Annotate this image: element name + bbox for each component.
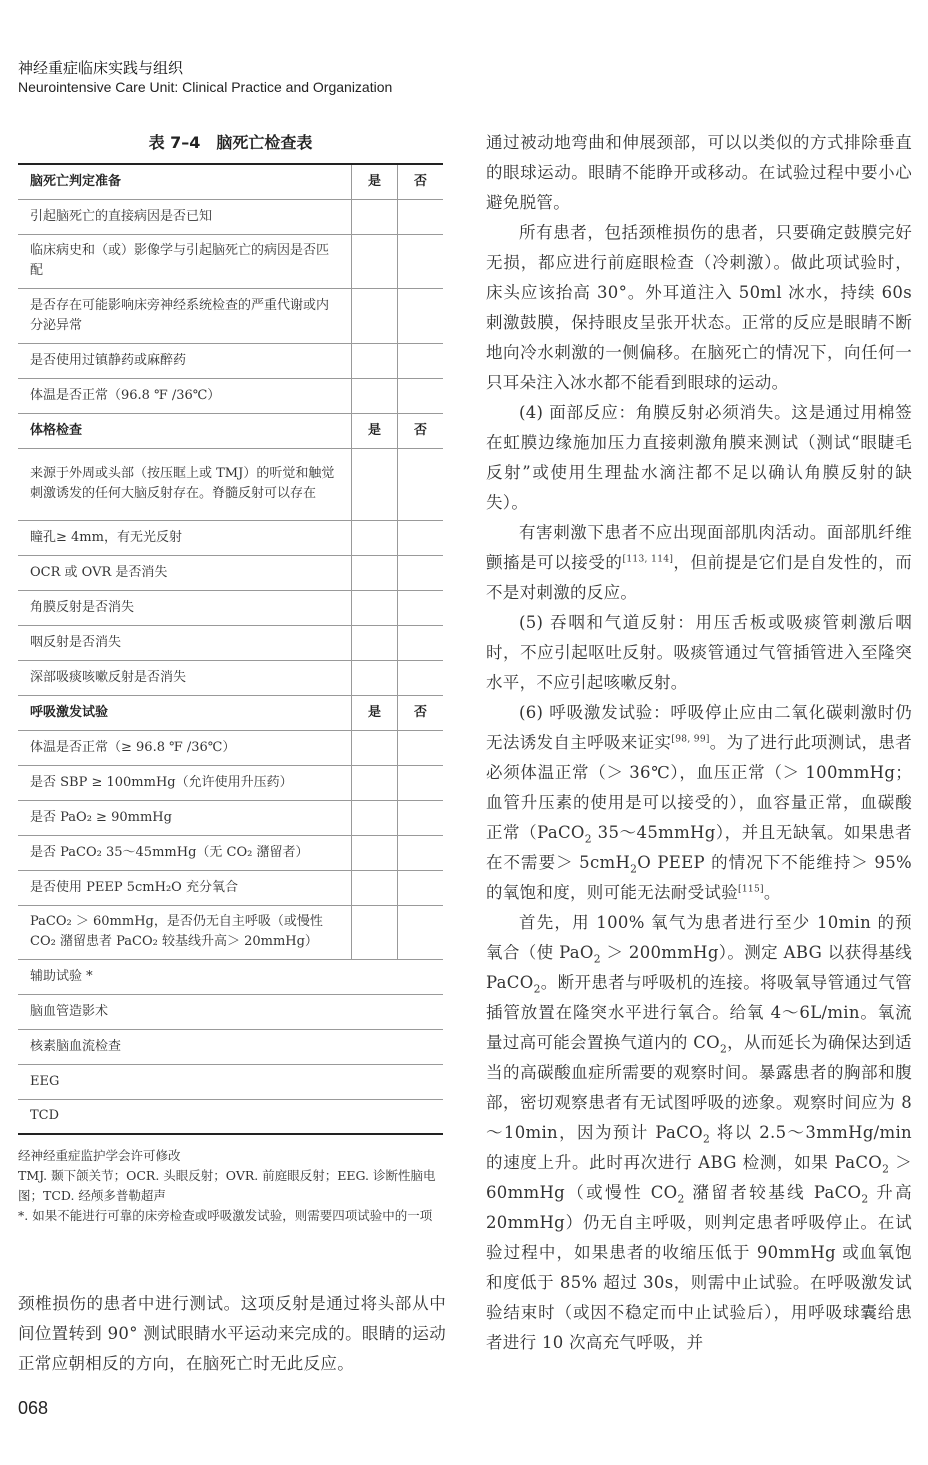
table-row: [18, 590, 443, 625]
table-row: [18, 199, 443, 234]
no-column-header: 否: [398, 164, 444, 199]
table-row: [18, 378, 443, 413]
section-heading: 呼吸激发试验: [18, 695, 352, 730]
no-cell: [398, 378, 444, 413]
yes-cell: [352, 288, 398, 343]
table-footnotes: [18, 1146, 450, 1226]
table-section-header: [18, 164, 443, 199]
table-row: [18, 448, 443, 520]
no-column-header: 否: [398, 695, 444, 730]
table-row: [18, 555, 443, 590]
checklist-item: 深部吸痰咳嗽反射是否消失: [18, 660, 352, 695]
no-cell: [398, 288, 444, 343]
running-header: [18, 58, 392, 96]
checklist-item: 引起脑死亡的直接病因是否已知: [18, 199, 352, 234]
ancillary-row: [18, 1029, 443, 1064]
no-cell: [398, 870, 444, 905]
no-cell: [398, 800, 444, 835]
page-number: 068: [18, 1398, 49, 1418]
yes-cell: [352, 555, 398, 590]
no-cell: [398, 520, 444, 555]
no-cell: [398, 234, 444, 288]
body-paragraph: 有害刺激下患者不应出现面部肌肉活动。面部肌纤维颤搐是可以接受的[113, 114]，但前提是它们是自发性的，而不是对刺激的反应。: [486, 523, 912, 602]
no-cell: [398, 590, 444, 625]
table-title: 表 7–4 脑死亡检查表: [148, 133, 313, 152]
yes-cell: [352, 234, 398, 288]
yes-cell: [352, 378, 398, 413]
ancillary-item: 核素脑血流检查: [18, 1029, 443, 1064]
table-row: [18, 660, 443, 695]
no-cell: [398, 730, 444, 765]
table-row: [18, 905, 443, 959]
no-cell: [398, 343, 444, 378]
section-heading: 体格检查: [18, 413, 352, 448]
no-cell: [398, 555, 444, 590]
yes-cell: [352, 343, 398, 378]
table-row: [18, 835, 443, 870]
left-body-text: [18, 1289, 446, 1379]
table-row: [18, 730, 443, 765]
yes-cell: [352, 625, 398, 660]
checklist-item: 角膜反射是否消失: [18, 590, 352, 625]
table-section-header: [18, 695, 443, 730]
yes-column-header: 是: [352, 695, 398, 730]
no-cell: [398, 905, 444, 959]
checklist-item: 是否 SBP ≥ 100mmHg（允许使用升压药）: [18, 765, 352, 800]
ancillary-item: 脑血管造影术: [18, 994, 443, 1029]
no-cell: [398, 199, 444, 234]
checklist-item: 临床病史和（或）影像学与引起脑死亡的病因是否匹配: [18, 234, 352, 288]
yes-cell: [352, 765, 398, 800]
yes-column-header: 是: [352, 413, 398, 448]
ancillary-item: TCD: [18, 1099, 443, 1134]
table-row: [18, 343, 443, 378]
ancillary-item: EEG: [18, 1064, 443, 1099]
no-cell: [398, 660, 444, 695]
ancillary-row: [18, 1099, 443, 1134]
yes-cell: [352, 660, 398, 695]
ancillary-row: [18, 994, 443, 1029]
checklist-item: 瞳孔≥ 4mm，有无光反射: [18, 520, 352, 555]
checklist-item: 体温是否正常（≥ 96.8 ℉ /36℃）: [18, 730, 352, 765]
yes-cell: [352, 800, 398, 835]
yes-cell: [352, 730, 398, 765]
yes-cell: [352, 905, 398, 959]
citation: [113, 114]: [622, 554, 674, 565]
yes-cell: [352, 520, 398, 555]
checklist-item: 是否存在可能影响床旁神经系统检查的严重代谢或内分泌异常: [18, 288, 352, 343]
checklist-item: 是否使用 PEEP 5cmH₂O 充分氧合: [18, 870, 352, 905]
checklist-item: 是否 PaCO₂ 35～45mmHg（无 CO₂ 潴留者）: [18, 835, 352, 870]
yes-cell: [352, 199, 398, 234]
body-paragraph: 通过被动地弯曲和伸展颈部，可以以类似的方式排除垂直的眼球运动。眼睛不能睁开或移动。在试验过程中要小心避免脱管。: [486, 133, 912, 212]
citation: [98, 99]: [671, 734, 710, 745]
checklist-item: OCR 或 OVR 是否消失: [18, 555, 352, 590]
checklist-item: 是否使用过镇静药或麻醉药: [18, 343, 352, 378]
no-cell: [398, 835, 444, 870]
table-row: [18, 625, 443, 660]
checklist-item: 体温是否正常（96.8 ℉ /36℃）: [18, 378, 352, 413]
no-cell: [398, 765, 444, 800]
footnote-ancillary: *. 如果不能进行可靠的床旁检查或呼吸激发试验，则需要四项试验中的一项: [18, 1208, 433, 1223]
table-row: [18, 520, 443, 555]
ancillary-row: [18, 959, 443, 994]
no-cell: [398, 448, 444, 520]
no-column-header: 否: [398, 413, 444, 448]
brain-death-checklist-table: [18, 163, 443, 1135]
checklist-item: PaCO₂ ＞ 60mmHg，是否仍无自主呼吸（或慢性 CO₂ 潴留患者 PaCO₂ 较基线升高＞ 20mmHg）: [18, 905, 352, 959]
checklist-item: 是否 PaO₂ ≥ 90mmHg: [18, 800, 352, 835]
yes-cell: [352, 870, 398, 905]
section-heading: 脑死亡判定准备: [18, 164, 352, 199]
footnote-source: 经神经重症监护学会许可修改: [18, 1148, 181, 1163]
body-paragraph: 颈椎损伤的患者中进行测试。这项反射是通过将头部从中间位置转到 90° 测试眼睛水平运动来完成的。眼睛的运动正常应朝相反的方向，在脑死亡时无此反应。: [18, 1294, 446, 1373]
table-row: [18, 870, 443, 905]
no-cell: [398, 625, 444, 660]
yes-column-header: 是: [352, 164, 398, 199]
body-paragraph: 首先，用 100% 氧气为患者进行至少 10min 的预氧合（使 PaO$_2$ ＞ 200mmHg）。测定 ABG 以获得基线 PaCO$_2$。断开患者与呼吸机的连接。将吸氧导管通过气管插管放置在隆突水平进行氧合。给氧 4～6L/min。氧流量过高可能会置换气道内的 $CO_2$，从而延长为确保达到适当的高碳酸血症所需要的观察时间。暴露患者的胸部和腹部，密切观察患者有无试图呼吸的迹象。观察时间应为 8～10min，因为预计 PaCO$_2$ 将以 2.5～3mmHg/min 的速度上升。此时再次进行 ABG 检测，如果 PaCO$_2$ ＞ 60mmHg（或慢性 $CO_2$ 潴留者较基线 PaCO$_2$ 升高 20mmHg）仍无自主呼吸，则判定患者呼吸停止。在试验过程中，如果患者的收缩压低于 90mmHg 或血氧饱和度低于 85% 超过 30s，则需中止试验。在呼吸激发试验结束时（或因不稳定而中止试验后），用呼吸球囊给患者进行 10 次高充气呼吸，并: [486, 913, 912, 1352]
footnote-abbreviations: TMJ. 颞下颌关节；OCR. 头眼反射；OVR. 前庭眼反射；EEG. 诊断性脑电图；TCD. 经颅多普勒超声: [18, 1168, 436, 1203]
table-row: [18, 765, 443, 800]
ancillary-row: [18, 1064, 443, 1099]
checklist-item: 来源于外周或头部（按压眶上或 TMJ）的听觉和触觉刺激诱发的任何大脑反射存在。脊髓反射可以存在: [18, 448, 352, 520]
yes-cell: [352, 448, 398, 520]
book-title-english: Neurointensive Care Unit: Clinical Practice and Organization: [18, 79, 393, 95]
body-paragraph: (4) 面部反应：角膜反射必须消失。这是通过用棉签在虹膜边缘施加压力直接刺激角膜来测试（测试“眼睫毛反射”或使用生理盐水滴注都不足以确认角膜反射的缺失）。: [486, 403, 912, 512]
yes-cell: [352, 835, 398, 870]
table-row: [18, 800, 443, 835]
table-row: [18, 288, 443, 343]
table-section-header: [18, 413, 443, 448]
yes-cell: [352, 590, 398, 625]
body-paragraph: (6) 呼吸激发试验：呼吸停止应由二氧化碳刺激时仍无法诱发自主呼吸来证实[98, 99]。为了进行此项测试，患者必须体温正常（＞ 36℃），血压正常（＞ 100mmHg；血管升压素的使用是可以接受的），血容量正常，血碳酸正常（PaCO$_2$ 35～45mmHg），并且无缺氧。如果患者在不需要＞ 5cmH$_2$O PEEP 的情况下不能维持＞ 95% 的氧饱和度，则可能无法耐受试验[115]。: [486, 703, 912, 902]
citation: [115]: [738, 884, 764, 895]
body-paragraph: 所有患者，包括颈椎损伤的患者，只要确定鼓膜完好无损，都应进行前庭眼检查（冷刺激）。做此项试验时，床头应该抬高 30°。外耳道注入 50ml 冰水，持续 60s 刺激鼓膜，保持眼皮呈张开状态。正常的反应是眼睛不断地向冷水刺激的一侧偏移。在脑死亡的情况下，向任何一只耳朵注入冰水都不能看到眼球的运动。: [486, 223, 912, 392]
book-title-chinese: 神经重症临床实践与组织: [18, 59, 184, 77]
body-paragraph: (5) 吞咽和气道反射：用压舌板或吸痰管刺激后咽时，不应引起呕吐反射。吸痰管通过气管插管进入至隆突水平，不应引起咳嗽反射。: [486, 613, 912, 692]
right-column-text: [486, 128, 912, 1358]
table-row: [18, 234, 443, 288]
ancillary-heading: 辅助试验 *: [18, 959, 443, 994]
checklist-item: 咽反射是否消失: [18, 625, 352, 660]
